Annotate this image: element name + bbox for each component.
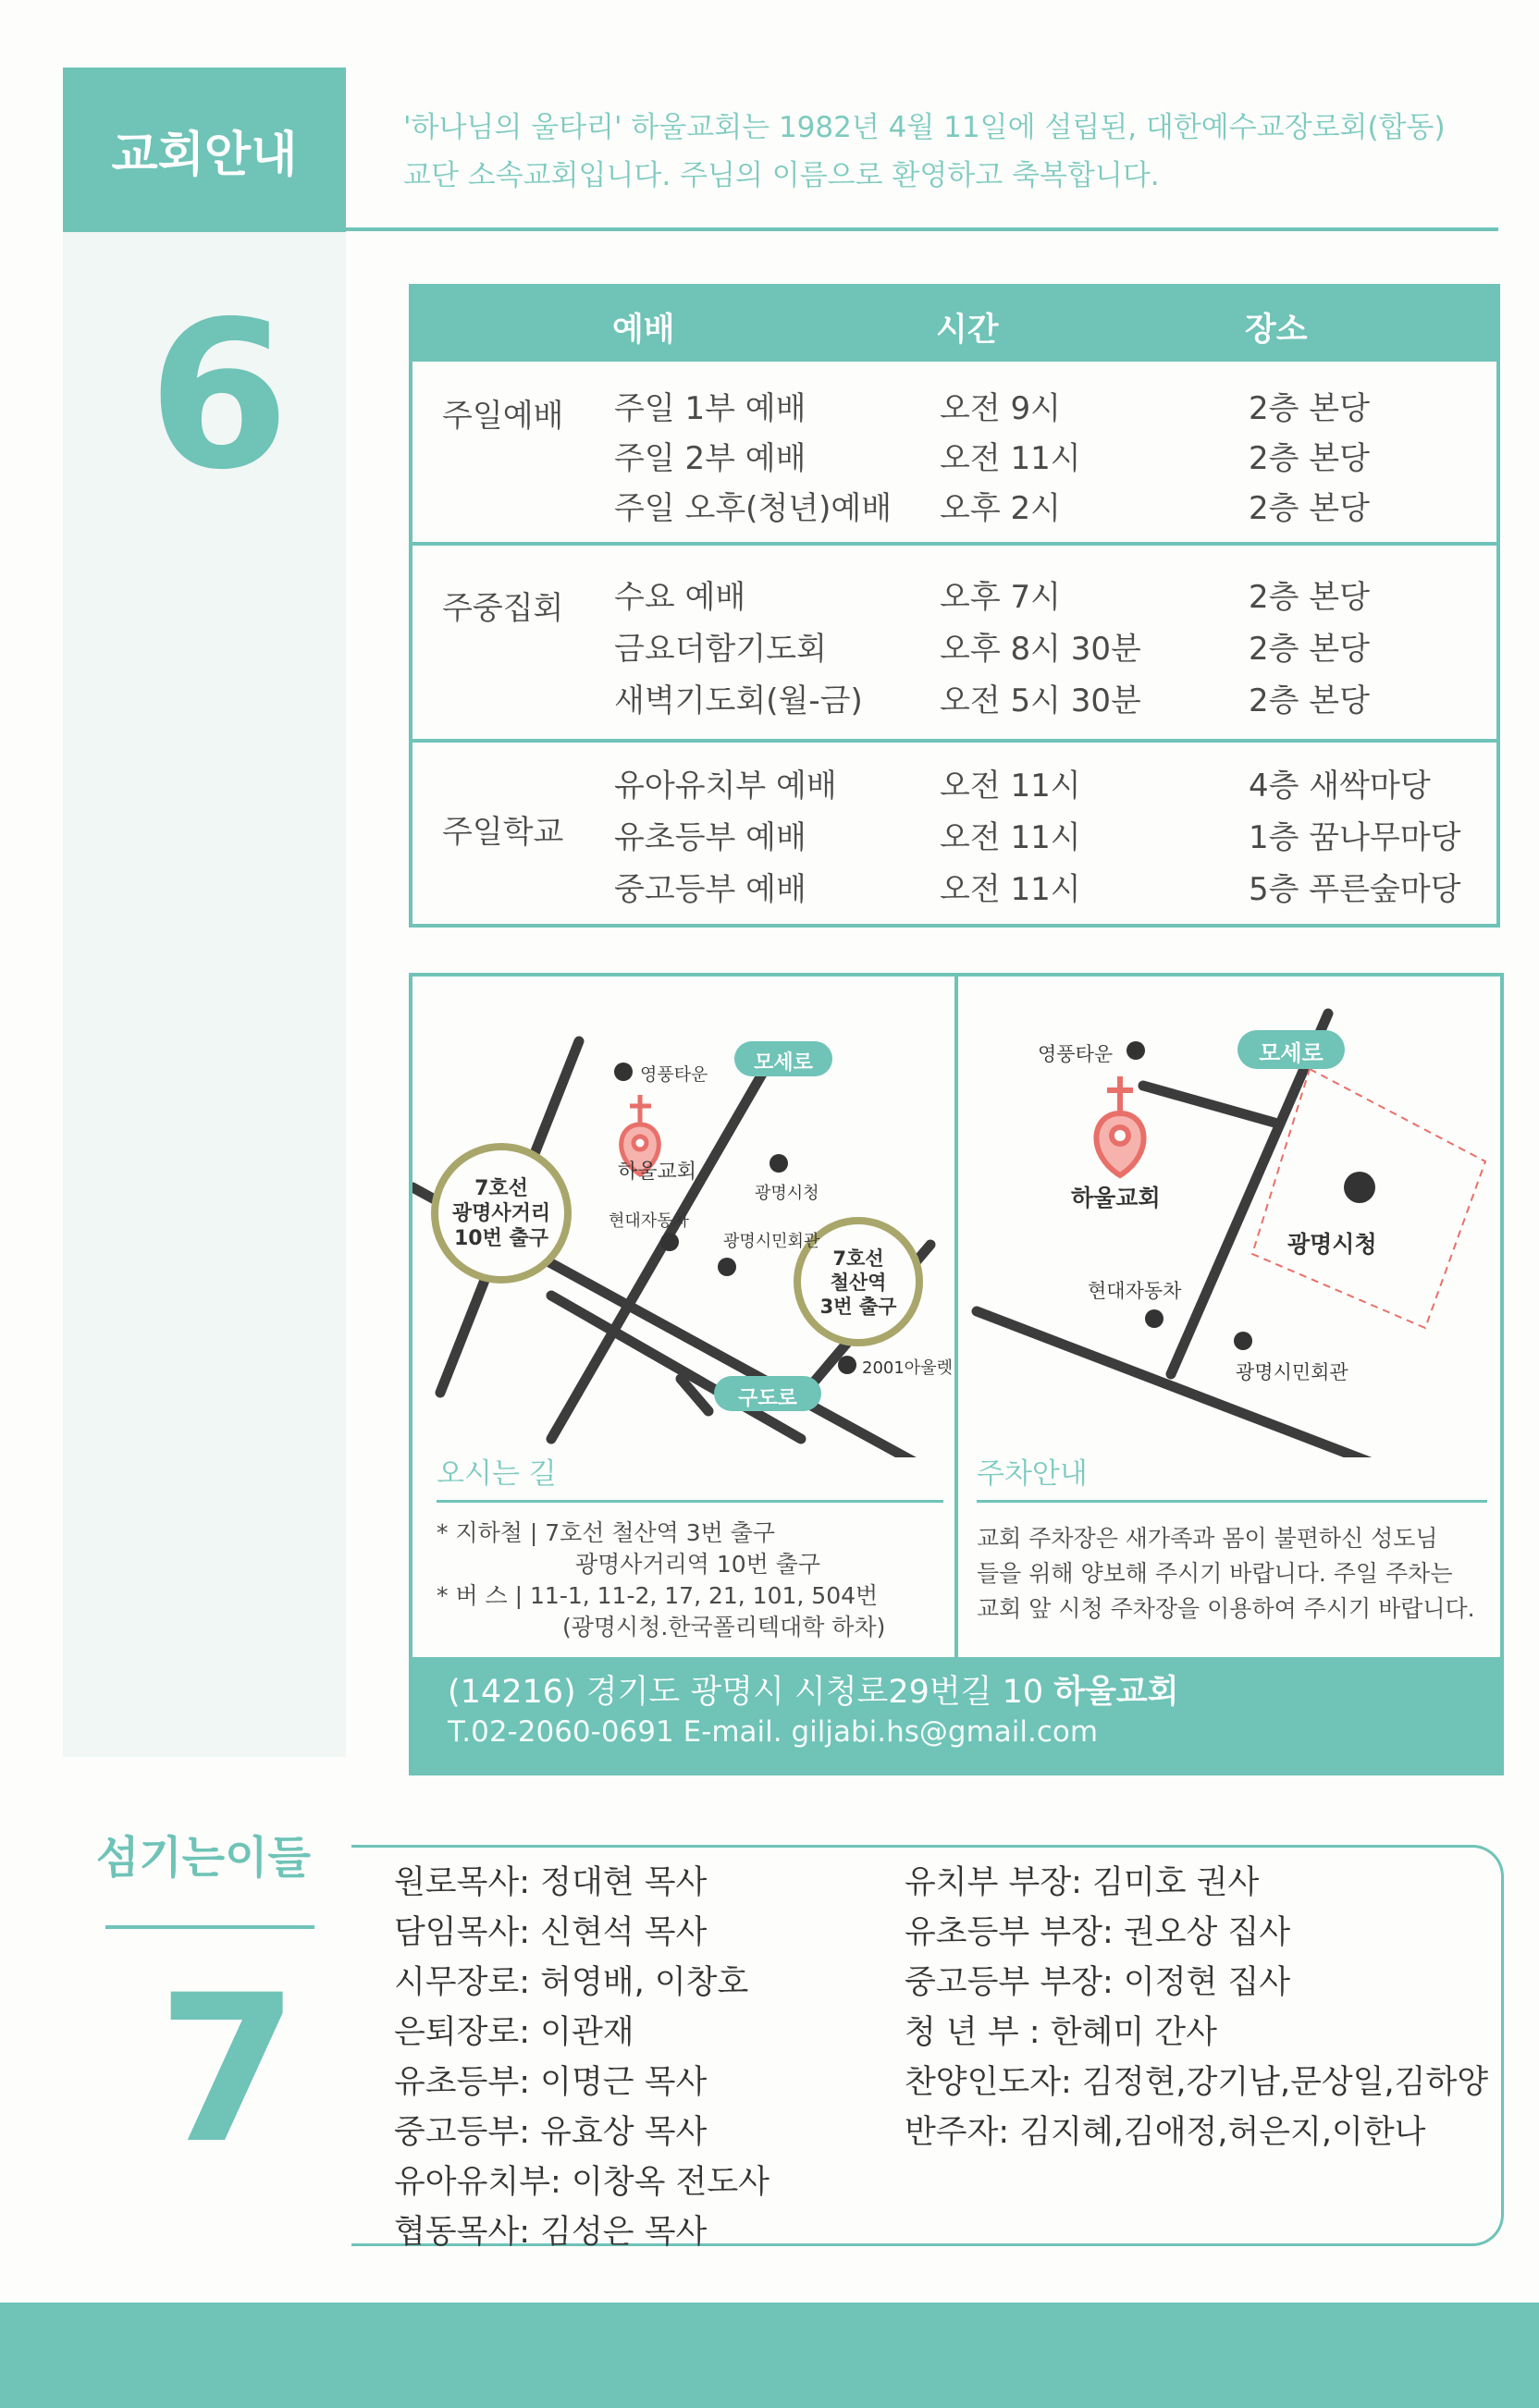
address-text: (14216) 경기도 광명시 시청로29번길 10 (448, 1674, 1044, 1711)
place-cell: 1층 꿈나무마당 (1249, 819, 1461, 856)
service-cell: 유아유치부 예배 (614, 768, 837, 805)
label-church: 하울교회 (1071, 1185, 1161, 1211)
landmark-dot (1344, 1172, 1375, 1203)
landmark-dot (1127, 1041, 1145, 1060)
address-line (448, 1666, 1179, 1713)
landmark-dot (838, 1356, 856, 1374)
header-divider (346, 227, 1498, 231)
staff-entry: 원로목사: 정대현 목사 (394, 1864, 708, 1901)
station-label-cheolsan: 7호선 철산역 3번 출구 (819, 1247, 897, 1318)
intro-line-2: 교단 소속교회입니다. 주님의 이름으로 환영하고 축복합니다. (403, 159, 1160, 192)
label-hyundai: 현대자동차 (1088, 1280, 1182, 1302)
service-cell: 주일 오후(청년)예배 (614, 490, 893, 527)
label-mosero: 모세로 (1259, 1040, 1324, 1066)
place-cell: 2층 본당 (1249, 682, 1370, 719)
staff-entry: 유초등부 부장: 권오상 집사 (905, 1914, 1291, 1951)
staff-entry: 중고등부 부장: 이정현 집사 (905, 1964, 1291, 2001)
service-cell: 중고등부 예배 (614, 871, 806, 908)
staff-entry: 반주자: 김지혜,김애정,허은지,이한나 (905, 2114, 1426, 2151)
subway-line-1: * 지하철 | 7호선 철산역 3번 출구 (437, 1519, 776, 1546)
staff-entry: 은퇴장로: 이관재 (394, 2014, 634, 2051)
directions-rule (437, 1500, 943, 1503)
landmark-dot (1145, 1309, 1163, 1328)
time-cell: 오전 9시 (940, 390, 1061, 427)
staff-title-underline (105, 1925, 314, 1929)
landmark-dot (660, 1233, 679, 1251)
label-outlet: 2001아울렛 (862, 1358, 953, 1378)
place-cell: 4층 새싹마당 (1249, 768, 1431, 805)
time-cell: 오후 2시 (940, 490, 1061, 527)
service-cell: 주일 1부 예배 (614, 390, 806, 427)
section-number-7: 7 (157, 1951, 300, 2188)
label-church: 하울교회 (618, 1161, 697, 1184)
parking-subtitle: 주차안내 (977, 1457, 1088, 1491)
service-cell: 유초등부 예배 (614, 819, 806, 856)
staff-entry: 유아유치부: 이창옥 전도사 (394, 2164, 770, 2201)
page-title: 교회안내 (111, 128, 298, 183)
time-cell: 오후 8시 30분 (940, 631, 1141, 668)
header-service: 예배 (612, 312, 675, 349)
time-cell: 오전 11시 (940, 871, 1081, 908)
label-mosero: 모세로 (754, 1051, 813, 1075)
staff-entry: 청 년 부 : 한혜미 간사 (905, 2014, 1217, 2051)
landmark-dot (770, 1154, 788, 1173)
place-cell: 2층 본당 (1249, 490, 1370, 527)
staff-entry: 찬양인도자: 김정현,강기남,문상일,김하양 (905, 2064, 1489, 2101)
parking-text-1: 교회 주차장은 새가족과 몸이 불편하신 성도님 (977, 1525, 1438, 1552)
place-cell: 5층 푸른숲마당 (1249, 871, 1461, 908)
parking-rule (977, 1500, 1487, 1503)
place-cell: 2층 본당 (1249, 390, 1370, 427)
church-name: 하울교회 (1053, 1674, 1179, 1711)
time-cell: 오전 11시 (940, 819, 1081, 856)
label-cityhall: 광명시청 (1287, 1231, 1377, 1258)
staff-entry: 유치부 부장: 김미호 권사 (905, 1864, 1260, 1901)
service-cell: 수요 예배 (614, 579, 746, 616)
landmark-dot (1234, 1332, 1252, 1350)
parking-text-3: 교회 앞 시청 주차장을 이용하여 주시기 바랍니다. (977, 1595, 1475, 1622)
label-cityhall: 광명시청 (755, 1184, 819, 1203)
category-sunday: 주일예배 (442, 398, 564, 435)
service-cell: 새벽기도회(월-금) (614, 682, 863, 719)
place-cell: 2층 본당 (1249, 579, 1370, 616)
label-civic: 광명시민회관 (1236, 1361, 1348, 1383)
contact-line: T.02-2060-0691 E-mail. giljabi.hs@gmail.com (448, 1715, 1099, 1749)
header-place: 장소 (1245, 312, 1308, 349)
bus-line-2: (광명시청.한국폴리텍대학 하차) (562, 1614, 886, 1640)
landmark-dot (718, 1258, 736, 1276)
header-time: 시간 (936, 312, 999, 349)
time-cell: 오후 7시 (940, 579, 1061, 616)
table-divider (409, 739, 1500, 743)
church-icon (1096, 1076, 1143, 1175)
label-gudoro: 구도로 (738, 1387, 797, 1410)
category-sunday-school: 주일학교 (442, 814, 564, 851)
bottom-bar (0, 2303, 1539, 2408)
table-divider (409, 542, 1500, 546)
staff-entry: 중고등부: 유효상 목사 (394, 2114, 708, 2151)
label-civic: 광명시민회관 (723, 1232, 820, 1251)
place-cell: 2층 본당 (1249, 440, 1370, 477)
label-youngpung: 영풍타운 (640, 1064, 708, 1085)
label-hyundai: 현대자동차 (609, 1211, 689, 1231)
time-cell: 오전 11시 (940, 768, 1081, 805)
staff-entry: 유초등부: 이명근 목사 (394, 2064, 708, 2101)
place-cell: 2층 본당 (1249, 631, 1370, 668)
category-weekday: 주중집회 (442, 590, 564, 627)
intro-line-1: '하나님의 울타리' 하울교회는 1982년 4월 11일에 설립된, 대한예수교장로회(합동) (403, 111, 1446, 144)
landmark-dot (614, 1063, 633, 1081)
staff-entry: 시무장로: 허영배, 이창호 (394, 1964, 749, 2001)
time-cell: 오전 5시 30분 (940, 682, 1141, 719)
staff-entry: 협동목사: 김성은 목사 (394, 2214, 708, 2251)
section-number-6: 6 (148, 277, 290, 514)
time-cell: 오전 11시 (940, 440, 1081, 477)
road (1143, 1086, 1274, 1123)
parking-text-2: 들을 위해 양보해 주시기 바랍니다. 주일 주차는 (977, 1560, 1453, 1587)
service-cell: 금요더함기도회 (614, 631, 827, 668)
directions-subtitle: 오시는 길 (437, 1457, 557, 1491)
station-label-gwangmyeong: 7호선 광명사거리 10번 출구 (451, 1177, 551, 1250)
service-cell: 주일 2부 예배 (614, 440, 806, 477)
staff-title: 섬기는이들 (96, 1832, 311, 1884)
staff-entry: 담임목사: 신현석 목사 (394, 1914, 708, 1951)
subway-line-2: 광명사거리역 10번 출구 (575, 1551, 821, 1578)
label-youngpung: 영풍타운 (1038, 1043, 1114, 1065)
bus-line-1: * 버 스 | 11-1, 11-2, 17, 21, 101, 504번 (437, 1582, 879, 1609)
